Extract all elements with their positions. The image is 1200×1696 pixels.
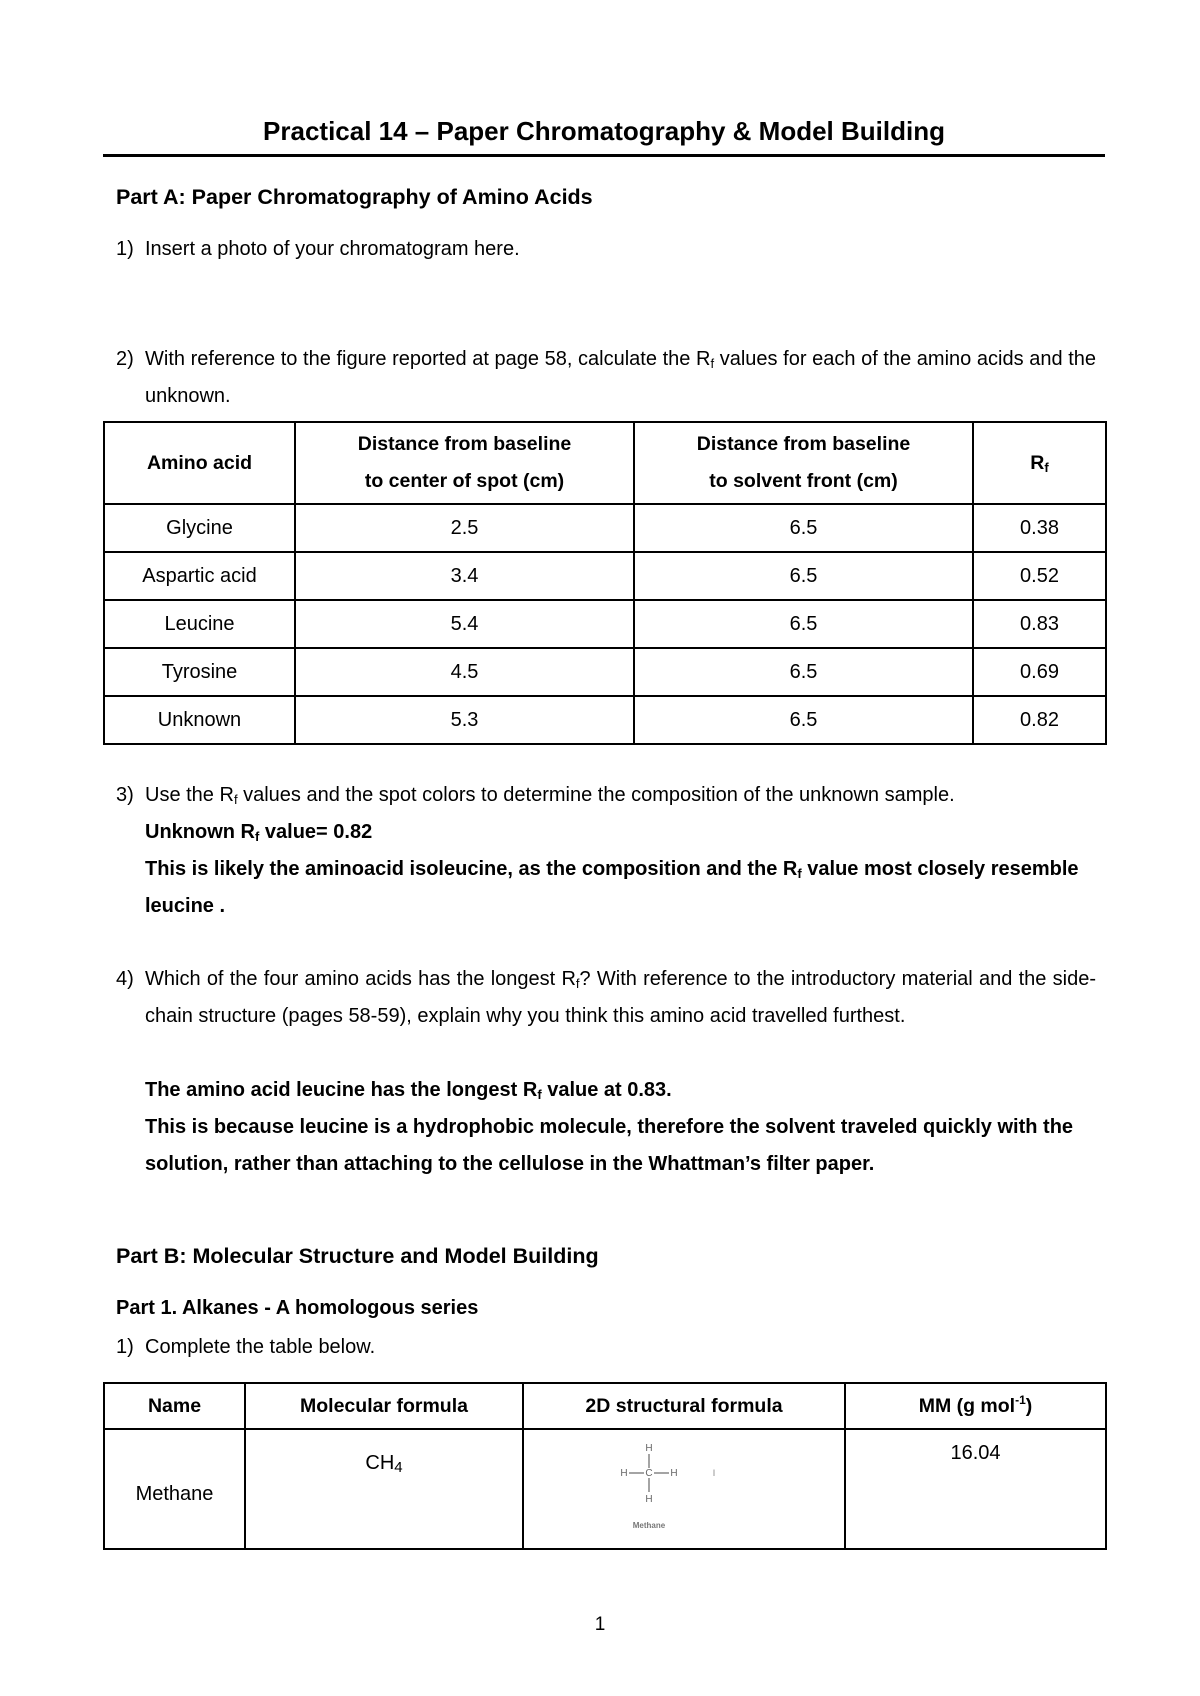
question-number: 3) [116,784,134,806]
text-part: The amino acid leucine has the longest R [145,1079,538,1101]
atom-h-right: H [670,1468,678,1479]
alkanes-table [103,1382,1107,1550]
text-part: Use the R [145,784,234,806]
cell-front: 6.5 [634,648,973,696]
subscript: f [255,829,260,844]
header-line: Distance from baseline [357,433,572,455]
cell-front: 6.5 [634,504,973,552]
text-part: MM (g mol [918,1394,1016,1417]
question-a1 [116,231,1096,268]
cell-spot: 2.5 [295,504,634,552]
text-part: Which of the four amino acids has the longest R [145,968,576,990]
table-header-row [104,422,1106,504]
header-line: to solvent front (cm) [709,470,898,492]
question-text: Complete the table below. [145,1336,376,1358]
text-part: CH [365,1452,395,1474]
subscript: f [797,866,802,881]
text-part: value most closely resemble leucine . [145,858,1079,917]
structure-caption: Methane [632,1521,666,1530]
table-row [104,696,1106,744]
table-row [104,600,1106,648]
subscript: f [575,976,580,991]
stray-mark: I [712,1468,716,1478]
header-name: Name [104,1383,245,1429]
subscript: 4 [394,1459,403,1476]
header-line: to center of spot (cm) [364,470,565,492]
part-b-subheading: Part 1. Alkanes - A homologous series [116,1297,479,1319]
atom-h-left: H [620,1468,628,1479]
text-part: ) [1025,1394,1033,1417]
subscript: f [1044,459,1049,475]
text-part: value= 0.82 [259,821,373,843]
text-part: value at 0.83. [541,1079,672,1101]
cell-spot: 3.4 [295,552,634,600]
cell-molar-mass: 16.04 [845,1429,1106,1549]
answer-a3-line2 [145,851,1105,925]
header-amino-acid: Amino acid [104,422,295,504]
text-part: values and the spot colors to determine the composition of the unknown sample. [237,784,955,806]
text-part: Unknown R [145,821,255,843]
page-number: 1 [594,1614,606,1635]
table-row [104,648,1106,696]
header-rf [973,422,1106,504]
header-structural-formula: 2D structural formula [523,1383,845,1429]
cell-structure [523,1429,845,1549]
atom-c-center: C [645,1468,653,1479]
part-b-heading: Part B: Molecular Structure and Model Building [116,1244,599,1268]
subscript: f [537,1087,542,1102]
methane-structure-diagram [614,1438,754,1538]
question-text [145,961,1096,1035]
cell-rf: 0.83 [973,600,1106,648]
cell-rf: 0.82 [973,696,1106,744]
subscript: f [710,356,715,371]
answer-a3-line1 [145,814,1105,851]
header-spot-distance [295,422,634,504]
answer-a4-line1 [145,1072,1105,1109]
cell-name: Methane [104,1429,245,1549]
text-part: With reference to the figure reported at page 58, calculate the R [145,348,711,370]
header-text: R [1030,451,1045,474]
question-a4 [116,961,1096,1035]
cell-name: Tyrosine [104,648,295,696]
question-text [145,341,1096,415]
question-a2 [116,341,1096,415]
cell-rf: 0.69 [973,648,1106,696]
question-number: 1) [116,1336,134,1358]
question-number: 4) [116,968,134,990]
part-a-heading: Part A: Paper Chromatography of Amino Acids [116,185,593,209]
cell-rf: 0.52 [973,552,1106,600]
text-part: This is likely the aminoacid isoleucine, as the composition and the R [145,858,798,880]
rf-values-table [103,421,1107,745]
cell-spot: 5.4 [295,600,634,648]
question-text: Insert a photo of your chromatogram here. [145,238,520,260]
answer-a4-line2: This is because leucine is a hydrophobic molecule, therefore the solvent traveled quickly with the solution, rather than attaching to the cellulose in the Whattman’s filter paper. [145,1116,1074,1175]
table-row [104,552,1106,600]
cell-spot: 5.3 [295,696,634,744]
cell-name: Glycine [104,504,295,552]
cell-spot: 4.5 [295,648,634,696]
question-a3 [116,777,1096,814]
header-molar-mass [845,1383,1106,1429]
header-front-distance [634,422,973,504]
subscript: f [233,792,238,807]
text-part: ? With reference to the introductory material and the side-chain structure (pages 58-59), explain why you think this amino acid travelled furthest. [145,968,1096,1027]
cell-front: 6.5 [634,552,973,600]
text-part: values for each of the amino acids and the unknown. [145,348,1096,407]
header-line: Distance from baseline [696,433,911,455]
table-row [104,504,1106,552]
atom-h-bottom: H [645,1494,653,1505]
cell-name: Leucine [104,600,295,648]
table-header-row [104,1383,1106,1429]
cell-formula [245,1429,523,1549]
atom-h-top: H [645,1443,653,1454]
header-molecular-formula: Molecular formula [245,1383,523,1429]
question-number: 2) [116,348,134,370]
question-text [145,777,1096,814]
question-b1 [116,1329,1096,1366]
page-title: Practical 14 – Paper Chromatography & Model Building [263,116,945,146]
title-underline [103,154,1105,157]
cell-rf: 0.38 [973,504,1106,552]
cell-name: Unknown [104,696,295,744]
table-row [104,1429,1106,1549]
question-number: 1) [116,238,134,260]
superscript: -1 [1015,1392,1026,1407]
cell-front: 6.5 [634,600,973,648]
cell-front: 6.5 [634,696,973,744]
cell-name: Aspartic acid [104,552,295,600]
